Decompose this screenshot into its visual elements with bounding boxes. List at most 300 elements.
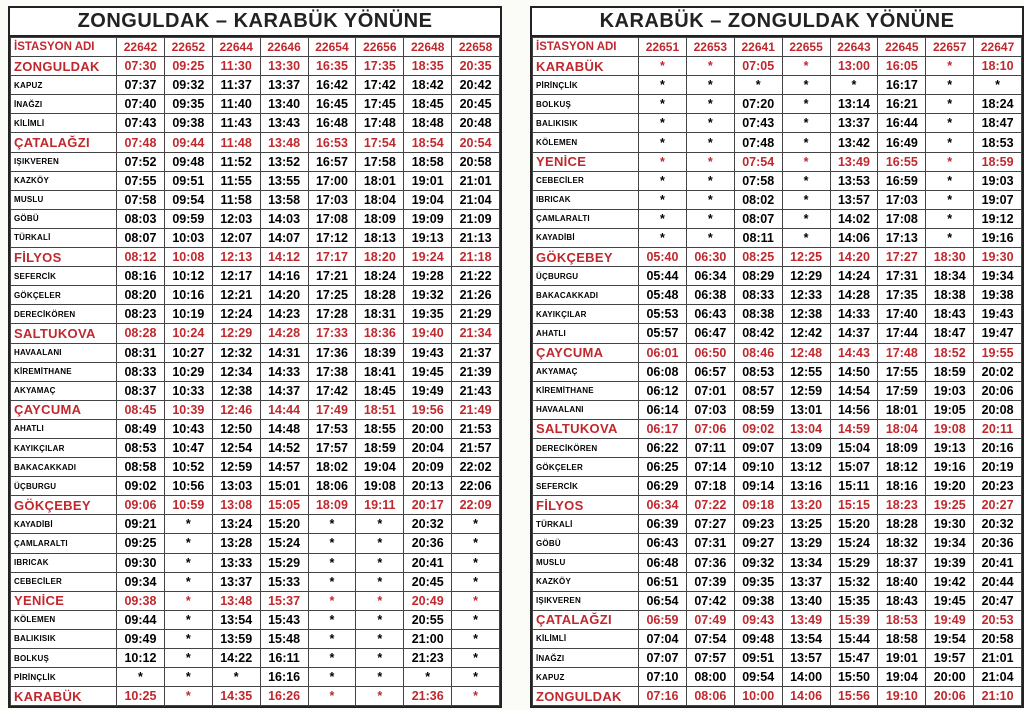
departure-time: 12:29 [212,324,260,343]
departure-time: 16:48 [308,114,356,133]
station-name: GÖKÇELER [533,458,639,477]
departure-time: 14:23 [260,305,308,324]
departure-time: 18:54 [404,133,452,152]
train-number-header: 22656 [356,38,404,57]
departure-time: 13:34 [782,553,830,572]
station-name: AHATLI [533,324,639,343]
departure-time: 20:02 [974,362,1022,381]
departure-time: 09:49 [117,629,165,648]
departure-time: 13:55 [260,171,308,190]
station-row [11,343,500,362]
departure-time: * [356,515,404,534]
timetable-title: KARABÜK – ZONGULDAK YÖNÜNE [532,8,1022,37]
departure-time: 19:25 [926,496,974,515]
station-name: ZONGULDAK [11,57,117,76]
departure-time: 21:43 [452,381,500,400]
departure-time: 09:34 [117,572,165,591]
departure-time: 14:12 [260,248,308,267]
departure-time: 07:48 [117,133,165,152]
departure-time: 13:37 [830,114,878,133]
departure-time: 19:57 [926,649,974,668]
departure-time: 20:41 [404,553,452,572]
departure-time: 10:56 [164,477,212,496]
departure-time: 21:09 [452,209,500,228]
departure-time: * [639,171,687,190]
main-station-row [533,687,1022,706]
station-row [533,591,1022,610]
departure-time: 19:10 [878,687,926,706]
station-row [533,534,1022,553]
departure-time: * [164,610,212,629]
departure-time: 18:47 [926,324,974,343]
main-station-row [11,57,500,76]
departure-time: 10:03 [164,228,212,247]
station-name: KAYIKÇILAR [533,305,639,324]
departure-time: 21:13 [452,228,500,247]
departure-time: 19:56 [404,400,452,419]
departure-time: 16:55 [878,152,926,171]
departure-time: 18:53 [974,133,1022,152]
departure-time: 13:09 [782,438,830,457]
departure-time: 19:34 [974,267,1022,286]
departure-time: 07:05 [734,57,782,76]
departure-time: 12:03 [212,209,260,228]
main-station-row [533,248,1022,267]
departure-time: 07:18 [686,477,734,496]
departure-time: 12:21 [212,286,260,305]
departure-time: 17:35 [878,286,926,305]
train-number-header: 22641 [734,38,782,57]
departure-time: 19:16 [926,458,974,477]
station-name: IŞIKVEREN [11,152,117,171]
departure-time: 14:56 [830,400,878,419]
departure-time: 12:29 [782,267,830,286]
departure-time: * [782,171,830,190]
departure-time: 18:04 [878,419,926,438]
departure-time: 20:04 [404,438,452,457]
station-name: TÜRKALİ [533,515,639,534]
station-name: ÇAMLARALTI [11,534,117,553]
departure-time: 17:38 [308,362,356,381]
station-row [533,286,1022,305]
departure-time: 09:10 [734,458,782,477]
departure-time: 13:58 [260,190,308,209]
departure-time: 20:49 [404,591,452,610]
departure-time: 20:36 [974,534,1022,553]
departure-time: 18:53 [878,610,926,629]
station-row [11,458,500,477]
departure-time: 20:19 [974,458,1022,477]
main-station-row [11,496,500,515]
departure-time: * [356,649,404,668]
departure-time: 12:07 [212,228,260,247]
departure-time: 17:55 [878,362,926,381]
departure-time: * [356,687,404,706]
departure-time: 08:29 [734,267,782,286]
departure-time: 19:45 [926,591,974,610]
departure-time: 18:52 [926,343,974,362]
timetable-karabuk-zonguldak [530,6,1024,708]
departure-time: 21:23 [404,649,452,668]
departure-time: 13:42 [830,133,878,152]
departure-time: 18:40 [878,572,926,591]
departure-time: * [117,668,165,687]
departure-time: * [452,687,500,706]
station-row [533,228,1022,247]
departure-time: 10:47 [164,438,212,457]
departure-time: 13:57 [782,649,830,668]
departure-time: 19:09 [404,209,452,228]
departure-time: 18:16 [878,477,926,496]
station-row [533,629,1022,648]
departure-time: * [926,209,974,228]
departure-time: 18:09 [878,438,926,457]
departure-time: 17:31 [878,267,926,286]
departure-time: 18:09 [356,209,404,228]
departure-time: 20:11 [974,419,1022,438]
departure-time: 19:08 [356,477,404,496]
departure-time: 09:38 [734,591,782,610]
departure-time: * [639,114,687,133]
station-row [11,305,500,324]
departure-time: 18:51 [356,400,404,419]
station-name: KARABÜK [533,57,639,76]
departure-time: 09:18 [734,496,782,515]
departure-time: 12:32 [212,343,260,362]
departure-time: 07:52 [117,152,165,171]
departure-time: 07:10 [639,668,687,687]
departure-time: 10:59 [164,496,212,515]
station-name: SALTUKOVA [11,324,117,343]
station-row [533,133,1022,152]
departure-time: 08:23 [117,305,165,324]
departure-time: * [452,534,500,553]
departure-time: 20:42 [452,76,500,95]
departure-time: 08:07 [117,228,165,247]
departure-time: 07:27 [686,515,734,534]
departure-time: 19:13 [926,438,974,457]
departure-time: 18:01 [878,400,926,419]
departure-time: 18:55 [356,419,404,438]
departure-time: 14:52 [260,438,308,457]
departure-time: 14:31 [260,343,308,362]
departure-time: 16:45 [308,95,356,114]
departure-time: 14:20 [260,286,308,305]
station-name: YENİCE [533,152,639,171]
departure-time: 20:09 [404,458,452,477]
departure-time: 10:33 [164,381,212,400]
departure-time: 19:54 [926,629,974,648]
station-name: CEBECİLER [11,572,117,591]
departure-time: 09:30 [117,553,165,572]
departure-time: 09:35 [734,572,782,591]
departure-time: 08:49 [117,419,165,438]
train-number-header: 22657 [926,38,974,57]
departure-time: 13:33 [212,553,260,572]
station-row [11,171,500,190]
departure-time: 13:48 [212,591,260,610]
station-column-header: İSTASYON ADI [11,38,117,57]
departure-time: * [782,114,830,133]
departure-time: 15:56 [830,687,878,706]
departure-time: 13:29 [782,534,830,553]
departure-time: 13:14 [830,95,878,114]
station-row [11,610,500,629]
departure-time: * [164,649,212,668]
main-station-row [11,324,500,343]
departure-time: 15:35 [830,591,878,610]
departure-time: * [782,95,830,114]
departure-time: * [639,152,687,171]
departure-time: 15:20 [260,515,308,534]
departure-time: 09:14 [734,477,782,496]
station-row [533,668,1022,687]
station-row [533,362,1022,381]
departure-time: 18:59 [926,362,974,381]
departure-time: 13:37 [212,572,260,591]
station-name: KARABÜK [11,687,117,706]
departure-time: 14:54 [830,381,878,400]
departure-time: 14:06 [830,228,878,247]
timetable-zonguldak-karabuk [8,6,502,708]
departure-time: 20:23 [974,477,1022,496]
departure-time: 21:49 [452,400,500,419]
departure-time: 13:59 [212,629,260,648]
departure-time: 06:01 [639,343,687,362]
station-name: MUSLU [533,553,639,572]
departure-time: 11:58 [212,190,260,209]
station-row [11,572,500,591]
station-row [11,477,500,496]
departure-time: 07:16 [639,687,687,706]
departure-time: 14:37 [260,381,308,400]
station-row [11,515,500,534]
station-name: ÇAYCUMA [533,343,639,362]
departure-time: 17:59 [878,381,926,400]
departure-time: * [734,76,782,95]
station-name: BAKACAKKADI [11,458,117,477]
departure-time: 09:27 [734,534,782,553]
departure-time: 09:02 [734,419,782,438]
departure-time: * [686,152,734,171]
departure-time: 14:02 [830,209,878,228]
station-name: IBRICAK [533,190,639,209]
departure-time: 08:12 [117,248,165,267]
departure-time: 07:37 [117,76,165,95]
departure-time: 18:39 [356,343,404,362]
departure-time: 15:32 [830,572,878,591]
departure-time: 20:41 [974,553,1022,572]
departure-time: 14:57 [260,458,308,477]
header-row [533,38,1022,57]
departure-time: 05:48 [639,286,687,305]
station-name: ÇAMLARALTI [533,209,639,228]
departure-time: 09:54 [734,668,782,687]
departure-time: 08:33 [734,286,782,305]
departure-time: * [308,629,356,648]
departure-time: 15:44 [830,629,878,648]
departure-time: 09:48 [164,152,212,171]
departure-time: 18:35 [404,57,452,76]
departure-time: 06:25 [639,458,687,477]
departure-time: 09:59 [164,209,212,228]
departure-time: * [356,572,404,591]
departure-time: 07:48 [734,133,782,152]
station-row [11,267,500,286]
departure-time: 08:59 [734,400,782,419]
departure-time: 20:47 [974,591,1022,610]
departure-time: * [356,553,404,572]
departure-time: * [452,515,500,534]
departure-time: 09:06 [117,496,165,515]
departure-time: 09:51 [734,649,782,668]
departure-time: 21:04 [452,190,500,209]
station-name: BOLKUŞ [11,649,117,668]
station-name: FİLYOS [11,248,117,267]
departure-time: 06:08 [639,362,687,381]
departure-time: 18:43 [926,305,974,324]
departure-time: * [926,76,974,95]
main-station-row [11,591,500,610]
departure-time: 19:03 [926,381,974,400]
departure-time: 18:23 [878,496,926,515]
departure-time: 06:43 [686,305,734,324]
departure-time: 22:09 [452,496,500,515]
departure-time: 20:53 [974,610,1022,629]
departure-time: 14:28 [260,324,308,343]
departure-time: 14:59 [830,419,878,438]
departure-time: 14:50 [830,362,878,381]
departure-time: 14:33 [830,305,878,324]
departure-time: * [782,209,830,228]
departure-time: 08:11 [734,228,782,247]
departure-time: 06:34 [639,496,687,515]
departure-time: 10:12 [117,649,165,668]
departure-time: 19:38 [974,286,1022,305]
departure-time: 20:45 [404,572,452,591]
departure-time: 15:05 [260,496,308,515]
departure-time: * [782,76,830,95]
station-column-header: İSTASYON ADI [533,38,639,57]
departure-time: 18:09 [308,496,356,515]
departure-time: 17:00 [308,171,356,190]
departure-time: 17:17 [308,248,356,267]
station-name: TÜRKALİ [11,228,117,247]
station-row [533,553,1022,572]
departure-time: 12:38 [212,381,260,400]
departure-time: 15:24 [260,534,308,553]
departure-time: 06:48 [639,553,687,572]
departure-time: 20:48 [452,114,500,133]
station-name: HAVAALANI [533,400,639,419]
departure-time: 18:59 [974,152,1022,171]
station-row [11,419,500,438]
departure-time: * [686,95,734,114]
main-station-row [533,152,1022,171]
departure-time: 07:55 [117,171,165,190]
departure-time: 18:30 [926,248,974,267]
departure-time: * [686,209,734,228]
departure-time: 07:22 [686,496,734,515]
departure-time: 07:58 [117,190,165,209]
station-row [533,477,1022,496]
station-name: KAZKÖY [533,572,639,591]
departure-time: 08:46 [734,343,782,362]
departure-time: * [686,76,734,95]
station-row [11,362,500,381]
departure-time: 19:04 [404,190,452,209]
departure-time: 15:15 [830,496,878,515]
departure-time: 13:57 [830,190,878,209]
departure-time: 08:53 [117,438,165,457]
departure-time: 17:27 [878,248,926,267]
departure-time: 10:08 [164,248,212,267]
departure-time: 19:20 [926,477,974,496]
station-row [11,114,500,133]
station-row [533,649,1022,668]
departure-time: 13:43 [260,114,308,133]
departure-time: 20:44 [974,572,1022,591]
station-name: YENİCE [11,591,117,610]
departure-time: 15:24 [830,534,878,553]
departure-time: 16:21 [878,95,926,114]
departure-time: 21:22 [452,267,500,286]
station-name: GÖBÜ [533,534,639,553]
station-name: MUSLU [11,190,117,209]
station-row [533,381,1022,400]
station-row [11,534,500,553]
departure-time: 19:34 [926,534,974,553]
departure-time: 18:48 [404,114,452,133]
departure-time: 10:25 [117,687,165,706]
station-name: GÖKÇELER [11,286,117,305]
departure-time: 12:38 [782,305,830,324]
departure-time: 11:48 [212,133,260,152]
departure-time: 12:33 [782,286,830,305]
departure-time: * [686,57,734,76]
departure-time: 14:22 [212,649,260,668]
departure-time: 09:43 [734,610,782,629]
departure-time: 20:58 [452,152,500,171]
departure-time: 19:35 [404,305,452,324]
station-name: IBRICAK [11,553,117,572]
departure-time: 08:53 [734,362,782,381]
departure-time: 19:03 [974,171,1022,190]
departure-time: 14:48 [260,419,308,438]
main-station-row [11,400,500,419]
departure-time: 17:08 [308,209,356,228]
departure-time: 19:01 [878,649,926,668]
departure-time: 16:11 [260,649,308,668]
departure-time: * [639,57,687,76]
departure-time: 20:55 [404,610,452,629]
departure-time: 13:01 [782,400,830,419]
departure-time: 12:54 [212,438,260,457]
departure-time: 07:11 [686,438,734,457]
departure-time: 13:16 [782,477,830,496]
departure-time: 15:50 [830,668,878,687]
departure-time: 21:34 [452,324,500,343]
train-number-header: 22646 [260,38,308,57]
departure-time: 19:30 [974,248,1022,267]
departure-time: 06:30 [686,248,734,267]
departure-time: 12:48 [782,343,830,362]
station-name: AKYAMAÇ [533,362,639,381]
departure-time: 08:38 [734,305,782,324]
departure-time: 16:53 [308,133,356,152]
departure-time: 13:40 [260,95,308,114]
departure-time: 09:38 [117,591,165,610]
